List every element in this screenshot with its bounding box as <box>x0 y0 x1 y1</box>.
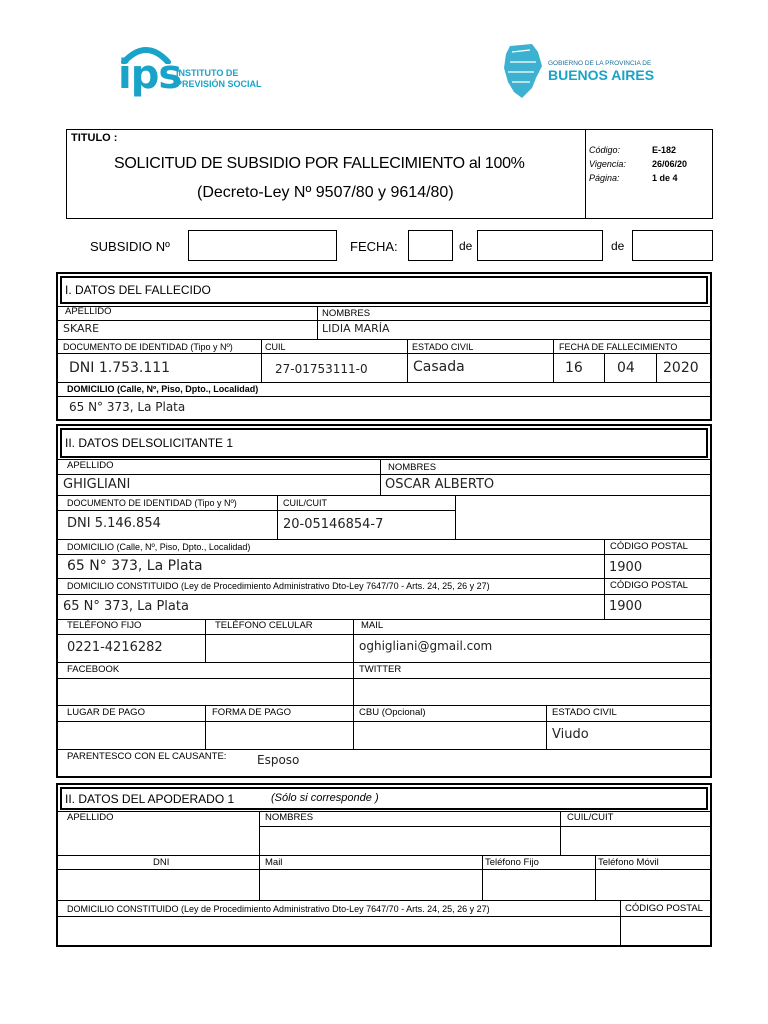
solicitante-forma-pago-label: FORMA DE PAGO <box>212 707 292 718</box>
apoderado-tel-movil-label: Teléfono Móvil <box>598 857 659 868</box>
page-subtitle: (Decreto-Ley Nº 9507/80 y 9614/80) <box>197 184 454 201</box>
subsidio-label: SUBSIDIO Nº <box>90 239 170 254</box>
solicitante-parentesco-label: PARENTESCO CON EL CAUSANTE: <box>67 751 227 762</box>
solicitante-estado-civil-value[interactable]: Viudo <box>552 727 589 742</box>
apoderado-dom-constituido-label: DOMICILIO CONSTITUIDO (Ley de Procedimiento Administrativo Dto-Ley 7647/70 - Arts. 24, 25, 26 y 27) <box>67 904 490 914</box>
fallecido-estado-civil-value[interactable]: Casada <box>413 359 465 375</box>
solicitante-cuil-value[interactable]: 20-05146854-7 <box>283 517 384 532</box>
vigencia-label: Vigencia: <box>589 159 626 169</box>
solicitante-tel-cel-label: TELÉFONO CELULAR <box>215 620 313 631</box>
gba-logo <box>502 42 662 102</box>
fallecido-apellido-value[interactable]: SKARE <box>63 322 100 335</box>
apoderado-apellido-label: APELLIDO <box>67 812 114 823</box>
solicitante-mail-value[interactable]: oghigliani@gmail.com <box>359 639 493 653</box>
province-map-icon <box>502 42 544 100</box>
fallecido-cuil-value[interactable]: 27-01753111-0 <box>275 362 368 376</box>
apoderado-nombres-label: NOMBRES <box>265 812 314 823</box>
apoderado-dni-label: DNI <box>153 857 170 868</box>
section-apoderado-title: II. DATOS DEL APODERADO 1 <box>65 792 235 806</box>
fallecido-documento-value[interactable]: DNI 1.753.111 <box>69 360 171 376</box>
solicitante-domicilio-label: DOMICILIO (Calle, Nº, Piso, Dpto., Localidad) <box>67 542 251 552</box>
fecha-dia-input[interactable] <box>408 230 453 261</box>
titulo-label: TITULO : <box>71 132 118 144</box>
fallecido-domicilio-value[interactable]: 65 N° 373, La Plata <box>69 400 186 414</box>
gba-line2: BUENOS AIRES <box>548 67 655 83</box>
apoderado-tel-fijo-label: Teléfono Fijo <box>485 857 539 868</box>
solicitante-tel-fijo-label: TELÉFONO FIJO <box>67 620 142 631</box>
fallecido-fecha-dia[interactable]: 16 <box>565 360 583 376</box>
apoderado-mail-label: Mail <box>265 857 283 868</box>
de-label-2: de <box>611 239 625 253</box>
solicitante-apellido-value[interactable]: GHIGLIANI <box>63 477 131 492</box>
ips-logo <box>118 44 268 100</box>
ips-name-line1: INSTITUTO DE <box>176 68 239 78</box>
codigo-value: E-182 <box>652 145 677 155</box>
solicitante-dom-constituido-label: DOMICILIO CONSTITUIDO (Ley de Procedimiento Administrativo Dto-Ley 7647/70 - Arts. 24, 25, 26 y 27) <box>67 581 490 591</box>
fallecido-documento-label: DOCUMENTO DE IDENTIDAD (Tipo y Nº) <box>63 342 233 352</box>
codigo-label: Código: <box>589 145 621 155</box>
section-apoderado-note: (Sólo si corresponde ) <box>271 792 379 804</box>
solicitante-cp2-label: CÓDIGO POSTAL <box>610 580 688 591</box>
solicitante-twitter-label: TWITTER <box>359 664 402 675</box>
fecha-anio-input[interactable] <box>632 230 713 261</box>
solicitante-cuil-label: CUIL/CUIT <box>283 498 328 508</box>
solicitante-cp-value[interactable]: 1900 <box>609 560 643 575</box>
vigencia-value: 26/06/20 <box>652 159 688 169</box>
gba-line1: GOBIERNO DE LA PROVINCIA DE <box>548 60 652 67</box>
fecha-mes-input[interactable] <box>477 230 603 261</box>
solicitante-documento-label: DOCUMENTO DE IDENTIDAD (Tipo y Nº) <box>67 498 237 508</box>
solicitante-facebook-label: FACEBOOK <box>67 664 120 675</box>
pagina-value: 1 de 4 <box>652 173 678 183</box>
fallecido-domicilio-label: DOMICILIO (Calle, Nº, Piso, Dpto., Localidad) <box>67 384 259 394</box>
solicitante-apellido-label: APELLIDO <box>67 460 114 471</box>
fallecido-cuil-label: CUIL <box>265 342 286 352</box>
apoderado-cp-label: CÓDIGO POSTAL <box>625 903 703 914</box>
solicitante-lugar-pago-label: LUGAR DE PAGO <box>67 707 145 718</box>
solicitante-parentesco-value[interactable]: Esposo <box>257 753 300 767</box>
solicitante-cbu-label: CBU (Opcional) <box>359 707 426 718</box>
section-solicitante-title: II. DATOS DELSOLICITANTE 1 <box>65 436 234 450</box>
solicitante-mail-label: MAIL <box>361 620 384 631</box>
fallecido-nombres-label: NOMBRES <box>322 308 371 319</box>
solicitante-cp2-value[interactable]: 1900 <box>609 599 643 614</box>
subsidio-input[interactable] <box>188 230 337 261</box>
ips-logo-text: ips <box>118 52 182 98</box>
fallecido-fecha-mes[interactable]: 04 <box>617 360 635 376</box>
solicitante-domicilio-value[interactable]: 65 N° 373, La Plata <box>67 558 203 574</box>
solicitante-estado-civil-label: ESTADO CIVIL <box>552 707 617 718</box>
ips-name-line2: PREVISIÓN SOCIAL <box>176 79 262 89</box>
solicitante-documento-value[interactable]: DNI 5.146.854 <box>67 516 161 531</box>
solicitante-tel-fijo-value[interactable]: 0221-4216282 <box>67 640 163 655</box>
fallecido-estado-civil-label: ESTADO CIVIL <box>412 342 474 352</box>
section-fallecido-title: I. DATOS DEL FALLECIDO <box>65 283 211 297</box>
fallecido-fecha-anio[interactable]: 2020 <box>663 360 699 376</box>
fallecido-nombres-value[interactable]: LIDIA MARÍA <box>322 322 390 335</box>
pagina-label: Página: <box>589 173 620 183</box>
page-title: SOLICITUD DE SUBSIDIO POR FALLECIMIENTO al 100% <box>114 155 525 172</box>
fallecido-fecha-label: FECHA DE FALLECIMIENTO <box>559 342 678 352</box>
fallecido-apellido-label: APELLIDO <box>65 306 112 317</box>
solicitante-nombres-label: NOMBRES <box>388 462 437 473</box>
solicitante-cp-label: CÓDIGO POSTAL <box>610 541 688 552</box>
solicitante-dom-constituido-value[interactable]: 65 N° 373, La Plata <box>63 599 189 614</box>
solicitante-nombres-value[interactable]: OSCAR ALBERTO <box>385 477 495 492</box>
fecha-label: FECHA: <box>350 239 398 254</box>
de-label-1: de <box>459 239 473 253</box>
apoderado-cuil-label: CUIL/CUIT <box>567 812 614 823</box>
